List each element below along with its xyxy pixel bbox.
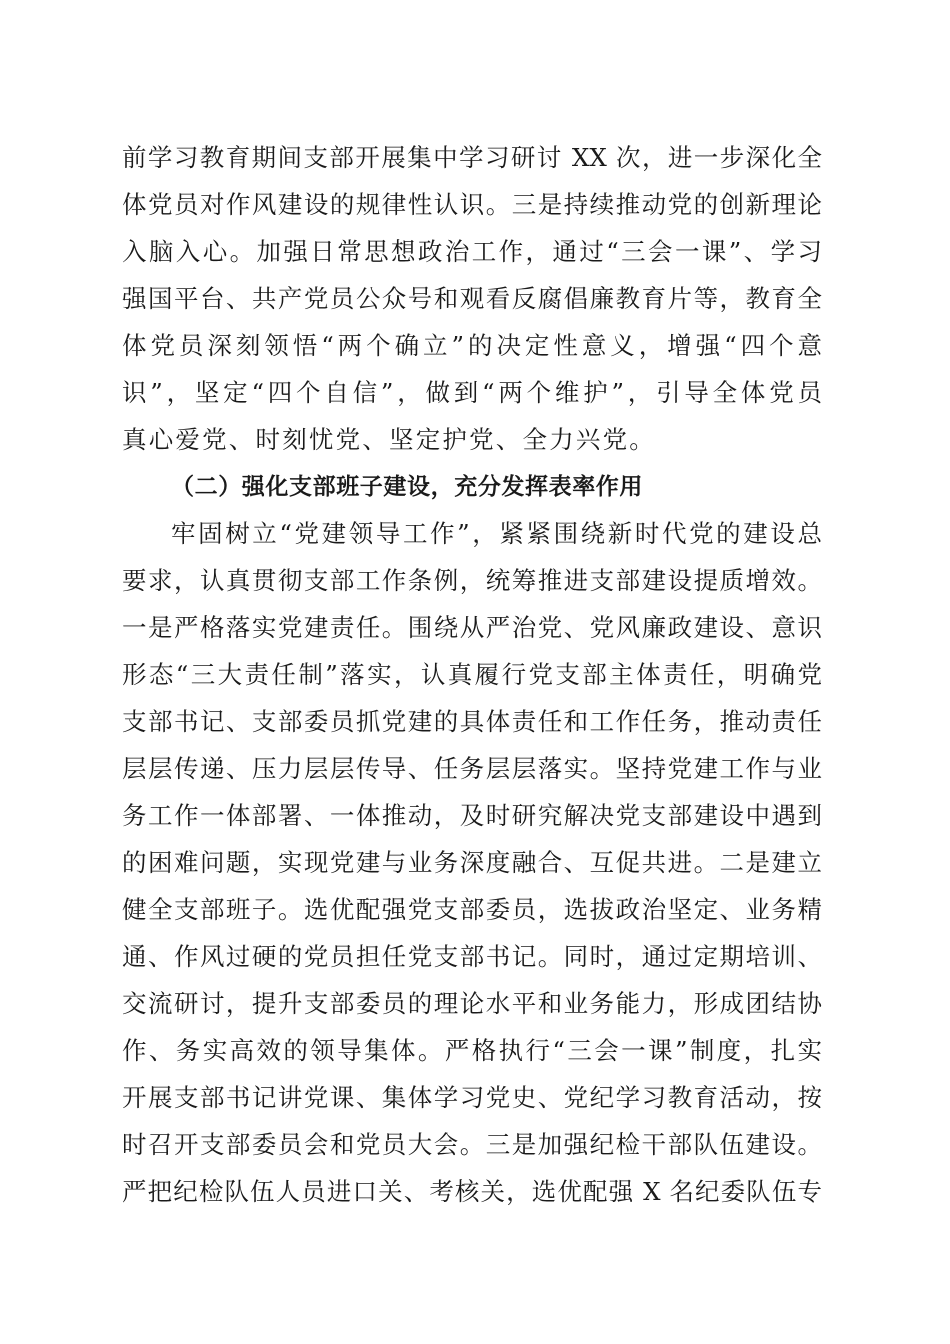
- paragraph-1-line: 真心爱党、时刻忧党、坚定护党、全力兴党。: [122, 425, 656, 454]
- paragraph-1-line: 体党员对作风建设的规律性认识。三是持续推动党的创新理论: [122, 190, 822, 219]
- paragraph-2-line: 开展支部书记讲党课、集体学习党史、党纪学习教育活动，按: [122, 1083, 822, 1112]
- paragraph-2-line: 要求，认真贯彻支部工作条例，统筹推进支部建设提质增效。: [122, 566, 822, 595]
- paragraph-2-line: 形态“三大责任制”落实，认真履行党支部主体责任，明确党: [122, 660, 822, 689]
- paragraph-2-line: 务工作一体部署、一体推动，及时研究解决党支部建设中遇到: [122, 801, 822, 830]
- paragraph-2-line: 牢固树立“党建领导工作”，紧紧围绕新时代党的建设总: [171, 519, 822, 548]
- paragraph-2-line: 层层传递、压力层层传导、任务层层落实。坚持党建工作与业: [122, 754, 822, 783]
- section-heading: （二）强化支部班子建设，充分发挥表率作用: [171, 474, 643, 500]
- paragraph-2-line: 作、务实高效的领导集体。严格执行“三会一课”制度，扎实: [122, 1036, 822, 1065]
- paragraph-2-line: 支部书记、支部委员抓党建的具体责任和工作任务，推动责任: [122, 707, 822, 736]
- paragraph-1-line: 体党员深刻领悟“两个确立”的决定性意义，增强“四个意: [122, 331, 822, 360]
- paragraph-2-line: 严把纪检队伍人员进口关、考核关，选优配强 X 名纪委队伍专: [122, 1177, 822, 1206]
- paragraph-2-line: 一是严格落实党建责任。围绕从严治党、党风廉政建设、意识: [122, 613, 822, 642]
- paragraph-2-line: 交流研讨，提升支部委员的理论水平和业务能力，形成团结协: [122, 989, 822, 1018]
- paragraph-2-line: 时召开支部委员会和党员大会。三是加强纪检干部队伍建设。: [122, 1130, 822, 1159]
- paragraph-1-line: 入脑入心。加强日常思想政治工作，通过“三会一课”、学习: [122, 237, 822, 266]
- paragraph-2-line: 的困难问题，实现党建与业务深度融合、互促共进。二是建立: [122, 848, 822, 877]
- paragraph-2-line: 健全支部班子。选优配强党支部委员，选拔政治坚定、业务精: [122, 895, 822, 924]
- paragraph-1-line: 识”，坚定“四个自信”，做到“两个维护”，引导全体党员: [122, 378, 822, 407]
- paragraph-2-line: 通、作风过硬的党员担任党支部书记。同时，通过定期培训、: [122, 942, 822, 971]
- paragraph-1-line: 强国平台、共产党员公众号和观看反腐倡廉教育片等，教育全: [122, 284, 822, 313]
- paragraph-1-line: 前学习教育期间支部开展集中学习研讨 XX 次，进一步深化全: [122, 143, 822, 172]
